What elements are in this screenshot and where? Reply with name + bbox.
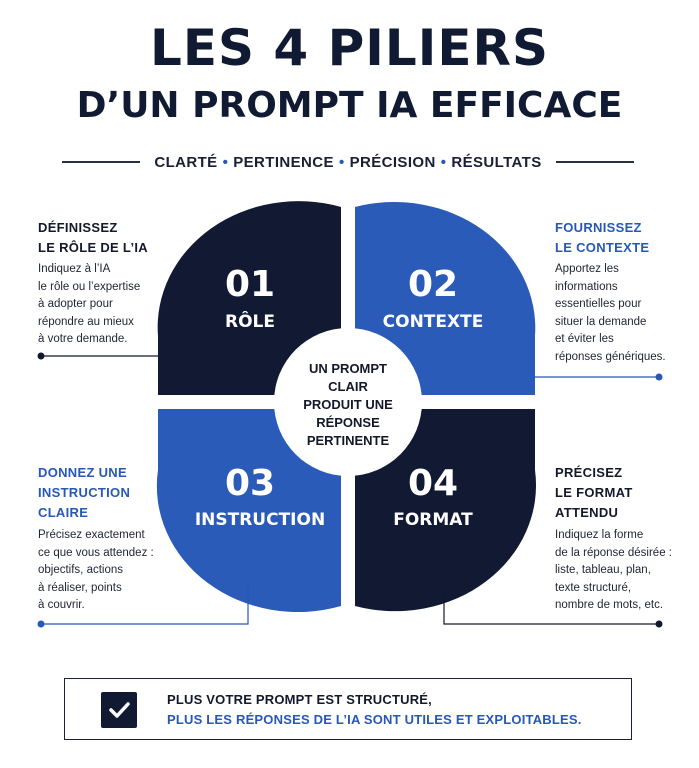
pillar-desc-line: à votre demande. bbox=[38, 333, 128, 345]
pillar-title-line: DONNEZ UNE bbox=[38, 465, 127, 480]
pillar-title-role bbox=[38, 218, 148, 258]
pillar-desc-line: et éviter les bbox=[555, 333, 614, 345]
keyword-precision: PRÉCISION bbox=[349, 153, 436, 171]
pillar-desc-line: Indiquez à l’IA bbox=[38, 263, 111, 275]
summary-box bbox=[64, 678, 632, 740]
pillar-desc-line: Indiquez la forme bbox=[555, 529, 644, 541]
pillar-desc-line: réponses génériques. bbox=[555, 350, 666, 363]
checkmark-icon bbox=[101, 692, 137, 728]
pillar-title-line: DÉFINISSEZ bbox=[38, 220, 118, 235]
pillar-title-contexte bbox=[555, 218, 649, 258]
pillar-desc-contexte bbox=[555, 261, 666, 366]
pillar-desc-line: nombre de mots, etc. bbox=[555, 599, 664, 611]
summary-line-1: PLUS VOTRE PROMPT EST STRUCTURÉ, bbox=[167, 692, 432, 707]
keywords bbox=[140, 154, 555, 171]
pillar-title-line: INSTRUCTION bbox=[38, 485, 131, 500]
pillar-title-format bbox=[555, 463, 633, 523]
pillar-label-format: FORMAT bbox=[393, 510, 473, 530]
pillar-desc-line: à adopter pour bbox=[38, 298, 113, 310]
keyword-clarte: CLARTÉ bbox=[154, 153, 218, 171]
center-line-2: CLAIR bbox=[328, 379, 368, 394]
connector-role bbox=[38, 353, 166, 360]
pillar-label-role: RÔLE bbox=[225, 312, 275, 332]
center-line-5: PERTINENTE bbox=[306, 433, 390, 448]
pillar-title-line: LE CONTEXTE bbox=[555, 240, 650, 255]
pillar-desc-line: à réaliser, points bbox=[38, 581, 122, 594]
keyword-pertinence: PERTINENCE bbox=[233, 153, 334, 171]
center-line-1: UN PROMPT bbox=[309, 361, 387, 376]
pillar-desc-line: Apportez les bbox=[555, 263, 619, 275]
pillar-number-03: 03 bbox=[224, 463, 276, 504]
pillar-number-04: 04 bbox=[407, 463, 459, 504]
pillar-title-line: LE RÔLE DE L’IA bbox=[38, 240, 148, 255]
pillar-title-line: FOURNISSEZ bbox=[555, 220, 642, 235]
pillar-number-01: 01 bbox=[224, 264, 276, 305]
pillar-title-instruction bbox=[38, 463, 130, 523]
pillar-desc-line: situer la demande bbox=[555, 315, 647, 328]
pillar-desc-line: à couvrir. bbox=[38, 599, 85, 611]
pillar-desc-line: répondre au mieux bbox=[38, 315, 134, 328]
pillar-desc-line: Précisez exactement bbox=[38, 529, 145, 541]
pillar-title-line: PRÉCISEZ bbox=[555, 465, 623, 480]
keywords-row bbox=[62, 150, 634, 174]
pillar-desc-line: ce que vous attendez : bbox=[38, 546, 154, 559]
main-subtitle: D’UN PROMPT IA EFFICACE bbox=[76, 85, 623, 126]
pillar-desc-line: liste, tableau, plan, bbox=[555, 564, 651, 576]
bullet-dot-icon: • bbox=[440, 153, 447, 171]
pillar-title-line: CLAIRE bbox=[38, 505, 89, 520]
pillar-desc-line: le rôle ou l’expertise bbox=[38, 280, 141, 293]
bullet-dot-icon: • bbox=[338, 153, 345, 171]
pillar-desc-instruction bbox=[38, 527, 154, 615]
keywords-divider-right bbox=[556, 161, 634, 163]
pillar-desc-role bbox=[38, 261, 140, 349]
pillar-desc-line: informations bbox=[555, 280, 618, 293]
center-line-3: PRODUIT UNE bbox=[303, 397, 393, 412]
pillar-number-02: 02 bbox=[407, 264, 459, 305]
pillar-desc-line: texte structuré, bbox=[555, 581, 632, 594]
bullet-dot-icon: • bbox=[222, 153, 229, 171]
pillar-desc-line: de la réponse désirée : bbox=[555, 546, 672, 559]
connector-contexte bbox=[532, 374, 663, 381]
summary-line-2: PLUS LES RÉPONSES DE L’IA SONT UTILES ET EXPLOITABLES. bbox=[167, 712, 582, 727]
main-title: LES 4 PILIERS bbox=[149, 19, 549, 77]
pillar-label-contexte: CONTEXTE bbox=[382, 312, 484, 332]
center-line-4: RÉPONSE bbox=[316, 415, 380, 430]
pillar-desc-format bbox=[555, 527, 672, 615]
pillar-title-line: LE FORMAT bbox=[555, 485, 633, 500]
pillar-title-line: ATTENDU bbox=[555, 505, 619, 520]
keywords-divider-left bbox=[62, 161, 140, 163]
pillar-desc-line: objectifs, actions bbox=[38, 564, 124, 576]
keyword-resultats: RÉSULTATS bbox=[451, 153, 542, 171]
pillar-label-instruction: INSTRUCTION bbox=[194, 510, 326, 530]
pillar-desc-line: essentielles pour bbox=[555, 298, 642, 310]
